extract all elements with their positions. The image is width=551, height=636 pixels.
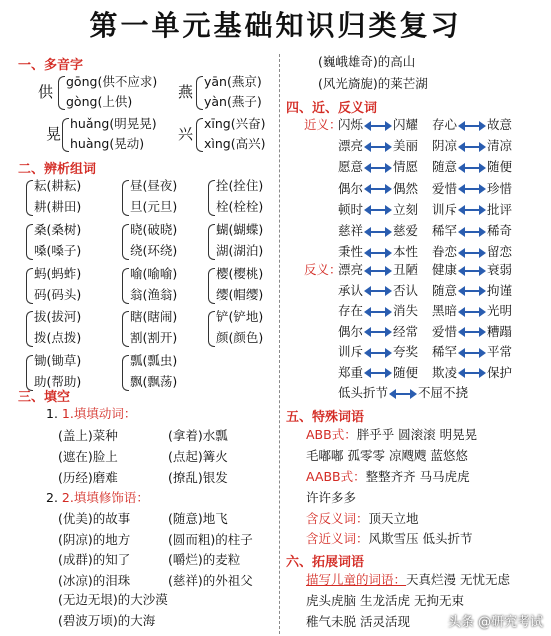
fill-extra-1: (无边无垠)的大沙漠 <box>58 592 168 607</box>
brace <box>122 268 129 304</box>
abb-line-1 <box>306 427 477 443</box>
polyphone-char-1: 供 <box>38 83 54 101</box>
word-group-entry: 码(码头) <box>34 286 82 302</box>
word-group-entry: 割(割开) <box>130 330 178 346</box>
fill-modifier-item: (慈祥)的外祖父 <box>168 572 253 588</box>
double-arrow-icon <box>364 348 392 358</box>
word: 闪耀 <box>393 117 419 132</box>
word-group-entry: 绕(环绕) <box>130 242 178 258</box>
word: 批评 <box>487 201 513 217</box>
brace <box>122 224 129 260</box>
double-arrow-icon <box>364 368 392 378</box>
fill-verb-item: (点起)篝火 <box>168 449 228 464</box>
antonym-row <box>338 283 512 299</box>
word-group-entry: 助(帮助) <box>34 374 82 390</box>
double-arrow-icon <box>364 142 392 152</box>
double-arrow-icon <box>458 248 486 258</box>
fill-verb-item: (撩乱)银发 <box>168 470 228 485</box>
section-fill-blank-heading: 三、填空 <box>18 390 71 405</box>
section-word-groups-heading: 二、辨析组词 <box>18 162 97 177</box>
word-group-entry: 瞎(瞎闹) <box>130 309 178 325</box>
double-arrow-icon <box>458 327 486 337</box>
antonym-row <box>338 365 512 381</box>
fill-verb-item: (拿着)水瓢 <box>168 428 228 443</box>
word-group-entry: 嗓(嗓子) <box>34 242 82 258</box>
fill-verbs-label: 1. 1.填填动词： <box>46 406 137 421</box>
fill-modifier-item: (嚼烂)的麦粒 <box>168 552 241 567</box>
word-group-entry: 蚂(蚂蚱) <box>34 265 82 281</box>
synonym-containing-label: 含近义词： <box>306 531 369 546</box>
fill-modifier-item: (冰凉)的泪珠 <box>58 572 131 588</box>
word-group-entry: 拴(拴住) <box>216 178 264 193</box>
children-words-2: 虎头虎脑 生龙活虎 无拘无束 <box>306 593 464 608</box>
brace <box>208 224 215 260</box>
word-group-entry: 缨(帽缨) <box>216 286 264 302</box>
synonym-row <box>338 223 512 239</box>
word: 阴凉 <box>432 138 458 154</box>
abb-words-2: 毛嘟嘟 孤零零 凉飕飕 蓝悠悠 <box>306 448 468 463</box>
double-arrow-icon <box>458 286 486 296</box>
antonym-row <box>338 262 512 278</box>
word: 平常 <box>487 344 513 359</box>
watermark: 头条 @研究考试 <box>447 615 543 630</box>
page-title: 第一单元基础知识归类复习 <box>89 9 462 42</box>
word: 不屈不挠 <box>418 385 469 400</box>
polyphone-reading: gòng(上供) <box>66 94 133 109</box>
abb-label: ABB式： <box>306 427 357 442</box>
word-group-entry: 拔(拔河) <box>34 309 82 325</box>
word: 郑重 <box>338 364 364 380</box>
brace <box>26 311 33 347</box>
antonym-row <box>338 324 512 340</box>
double-arrow-icon <box>364 307 392 317</box>
antonym-row <box>338 344 512 360</box>
word: 闪烁 <box>338 117 364 132</box>
word: 顿时 <box>338 201 364 217</box>
double-arrow-icon <box>458 266 486 276</box>
word: 训斥 <box>432 201 458 217</box>
fill-modifier-item: (随意)地飞 <box>168 511 228 526</box>
word: 稀罕 <box>432 344 458 359</box>
word-group-entry: 旦(元旦) <box>130 198 178 214</box>
word: 偶尔 <box>338 323 364 339</box>
aabb-words-1: 整整齐齐 马马虎虎 <box>365 469 470 484</box>
brace <box>122 311 129 347</box>
word: 保护 <box>487 364 513 380</box>
children-words-line-1 <box>306 572 510 588</box>
word: 经常 <box>393 323 419 339</box>
word: 随便 <box>393 364 419 380</box>
synonym-containing-line <box>306 531 473 547</box>
antonym-row <box>338 303 512 319</box>
aabb-line-1 <box>306 469 470 485</box>
word-group-entry: 喻(喻喻) <box>130 265 178 281</box>
polyphone-reading: yàn(燕子) <box>204 94 262 109</box>
brace <box>58 76 65 110</box>
word: 眷恋 <box>432 244 458 260</box>
double-arrow-icon <box>458 307 486 317</box>
word: 秉性 <box>338 244 364 260</box>
word: 拘谨 <box>487 282 513 298</box>
double-arrow-icon <box>364 205 392 215</box>
double-arrow-icon <box>364 163 392 173</box>
word: 随意 <box>432 282 458 298</box>
polyphone-reading: xīng(兴奋) <box>204 116 266 131</box>
word: 存在 <box>338 303 364 318</box>
polyphone-reading: xìng(高兴) <box>204 136 266 151</box>
word-group-entry: 桑(桑树) <box>34 221 82 237</box>
antonym-containing-words: 顶天立地 <box>368 511 419 526</box>
section-polyphonic-heading: 一、多音字 <box>18 58 84 73</box>
word-group-entry: 飘(飘荡) <box>130 374 178 390</box>
double-arrow-icon <box>458 205 486 215</box>
word-group-entry: 铲(铲地) <box>216 309 264 325</box>
polyphone-reading: huǎng(明晃晃) <box>70 116 157 131</box>
word: 光明 <box>487 303 513 318</box>
double-arrow-icon <box>458 121 486 131</box>
fill-modifier-item: (成群)的知了 <box>58 552 131 567</box>
polyphone-char-3: 晃 <box>46 125 62 143</box>
word: 欺凌 <box>432 364 458 380</box>
word: 珍惜 <box>487 180 513 196</box>
double-arrow-icon <box>458 348 486 358</box>
brace <box>26 180 33 216</box>
synonym-row <box>338 244 512 260</box>
word: 偶然 <box>393 180 419 196</box>
polyphone-reading: gōng(供不应求) <box>66 74 158 89</box>
word: 否认 <box>393 282 419 298</box>
aabb-label: AABB式： <box>306 469 366 484</box>
brace <box>62 118 69 152</box>
word: 偶尔 <box>338 180 364 196</box>
section-synonym-antonym-heading: 四、近、反义词 <box>286 101 378 116</box>
synonym-label: 近义： <box>304 117 342 132</box>
fill-modifier-item: (圆而粗)的柱子 <box>168 531 253 547</box>
synonym-row <box>338 117 512 133</box>
synonym-row <box>338 202 512 218</box>
word: 稀奇 <box>487 223 513 238</box>
synonym-row <box>338 181 512 197</box>
abb-words-1: 胖乎乎 圆滚滚 明晃晃 <box>356 427 478 442</box>
antonym-last-row <box>338 385 468 401</box>
fill-verb-item: (遮在)脸上 <box>58 449 118 464</box>
word-group-entry: 颜(颜色) <box>216 330 264 346</box>
section-special-words-heading: 五、特殊词语 <box>286 410 365 425</box>
double-arrow-icon <box>364 266 392 276</box>
word-group-entry: 翁(渔翁) <box>130 286 178 302</box>
double-arrow-icon <box>364 327 392 337</box>
word-group-entry: 湖(湖泊) <box>216 242 264 258</box>
double-arrow-icon <box>389 389 417 399</box>
word: 美丽 <box>393 138 419 154</box>
word-group-entry: 耘(耕耘) <box>34 178 82 193</box>
brace <box>26 268 33 304</box>
double-arrow-icon <box>458 184 486 194</box>
fill-modifiers-text: 2.填填修饰语： <box>61 490 149 505</box>
word-group-entry: 樱(樱桃) <box>216 265 264 281</box>
double-arrow-icon <box>458 163 486 173</box>
word: 清凉 <box>487 138 513 154</box>
word: 爱惜 <box>432 323 458 339</box>
word: 稀罕 <box>432 223 458 238</box>
word: 存心 <box>432 117 458 132</box>
synonym-containing-words: 风欺雪压 低头折节 <box>368 531 473 546</box>
fill-modifier-item: (优美)的故事 <box>58 511 131 526</box>
word: 爱惜 <box>432 180 458 196</box>
double-arrow-icon <box>364 227 392 237</box>
brace <box>208 268 215 304</box>
word: 本性 <box>393 244 419 260</box>
antonym-containing-line <box>306 511 419 527</box>
word: 留恋 <box>487 244 513 260</box>
double-arrow-icon <box>458 227 486 237</box>
word: 立刻 <box>393 201 419 217</box>
word: 漂亮 <box>338 138 364 154</box>
double-arrow-icon <box>364 121 392 131</box>
antonym-label: 反义： <box>304 262 342 277</box>
brace <box>196 76 203 110</box>
synonym-row <box>338 159 512 175</box>
word: 愿意 <box>338 159 364 175</box>
word: 慈爱 <box>393 223 419 238</box>
word-group-entry: 拨(点拨) <box>34 330 82 346</box>
word-group-entry: 锄(锄草) <box>34 353 82 369</box>
word: 故意 <box>487 117 513 132</box>
fill-verb-item: (盖上)菜种 <box>58 428 118 443</box>
brace <box>122 355 129 391</box>
word: 健康 <box>432 262 458 277</box>
word: 慈祥 <box>338 223 364 238</box>
aabb-words-2: 许许多多 <box>306 490 357 505</box>
fill-verbs-text: 1.填填动词： <box>61 406 137 421</box>
word: 训斥 <box>338 344 364 359</box>
brace <box>26 224 33 260</box>
word: 随意 <box>432 159 458 175</box>
word-group-entry: 栓(栓栓) <box>216 198 264 214</box>
word: 衰弱 <box>487 262 513 277</box>
word-group-entry: 蝴(蝴蝶) <box>216 221 264 237</box>
double-arrow-icon <box>364 248 392 258</box>
word: 情愿 <box>393 159 419 175</box>
section-extension-words-heading: 六、拓展词语 <box>286 555 365 570</box>
double-arrow-icon <box>364 184 392 194</box>
brace <box>208 180 215 216</box>
continued-item-1: (巍峨雄奇)的高山 <box>318 54 416 69</box>
children-words-1: 天真烂漫 无忧无虑 <box>406 572 510 587</box>
polyphone-char-2: 燕 <box>178 83 194 101</box>
fill-modifiers-label: 2. 2.填填修饰语： <box>46 490 149 505</box>
fill-extra-2: (碧波万顷)的大海 <box>58 613 156 628</box>
word: 承认 <box>338 282 364 298</box>
fill-verb-item: (历经)磨难 <box>58 470 118 485</box>
antonym-containing-label: 含反义词： <box>306 511 369 526</box>
double-arrow-icon <box>458 142 486 152</box>
continued-item-2: (风光旖旎)的莱芒湖 <box>318 76 428 91</box>
double-arrow-icon <box>364 286 392 296</box>
word: 低头折节 <box>338 385 389 400</box>
word: 丑陋 <box>393 262 419 277</box>
children-words-label: 描写儿童的词语： <box>306 572 407 587</box>
fill-modifier-item: (阴凉)的地方 <box>58 531 131 547</box>
word-group-entry: 耕(耕田) <box>34 198 82 214</box>
word: 漂亮 <box>338 262 364 277</box>
word: 夸奖 <box>393 344 419 359</box>
word-group-entry: 晓(破晓) <box>130 221 178 237</box>
brace <box>208 311 215 347</box>
word-group-entry: 瓢(瓢虫) <box>130 353 178 369</box>
double-arrow-icon <box>458 368 486 378</box>
brace <box>122 180 129 216</box>
column-divider <box>279 54 280 634</box>
word-group-entry: 昼(昼夜) <box>130 178 178 193</box>
synonym-row <box>338 138 512 154</box>
word: 黑暗 <box>432 303 458 318</box>
polyphone-reading: yān(燕京) <box>204 74 262 89</box>
children-words-3: 稚气未脱 活灵活现 <box>306 614 410 629</box>
brace <box>196 118 203 152</box>
polyphone-char-4: 兴 <box>178 125 194 143</box>
polyphone-reading: huàng(晃动) <box>70 136 145 151</box>
word: 消失 <box>393 303 419 318</box>
word: 随便 <box>487 159 513 175</box>
word: 糟蹋 <box>487 323 513 339</box>
